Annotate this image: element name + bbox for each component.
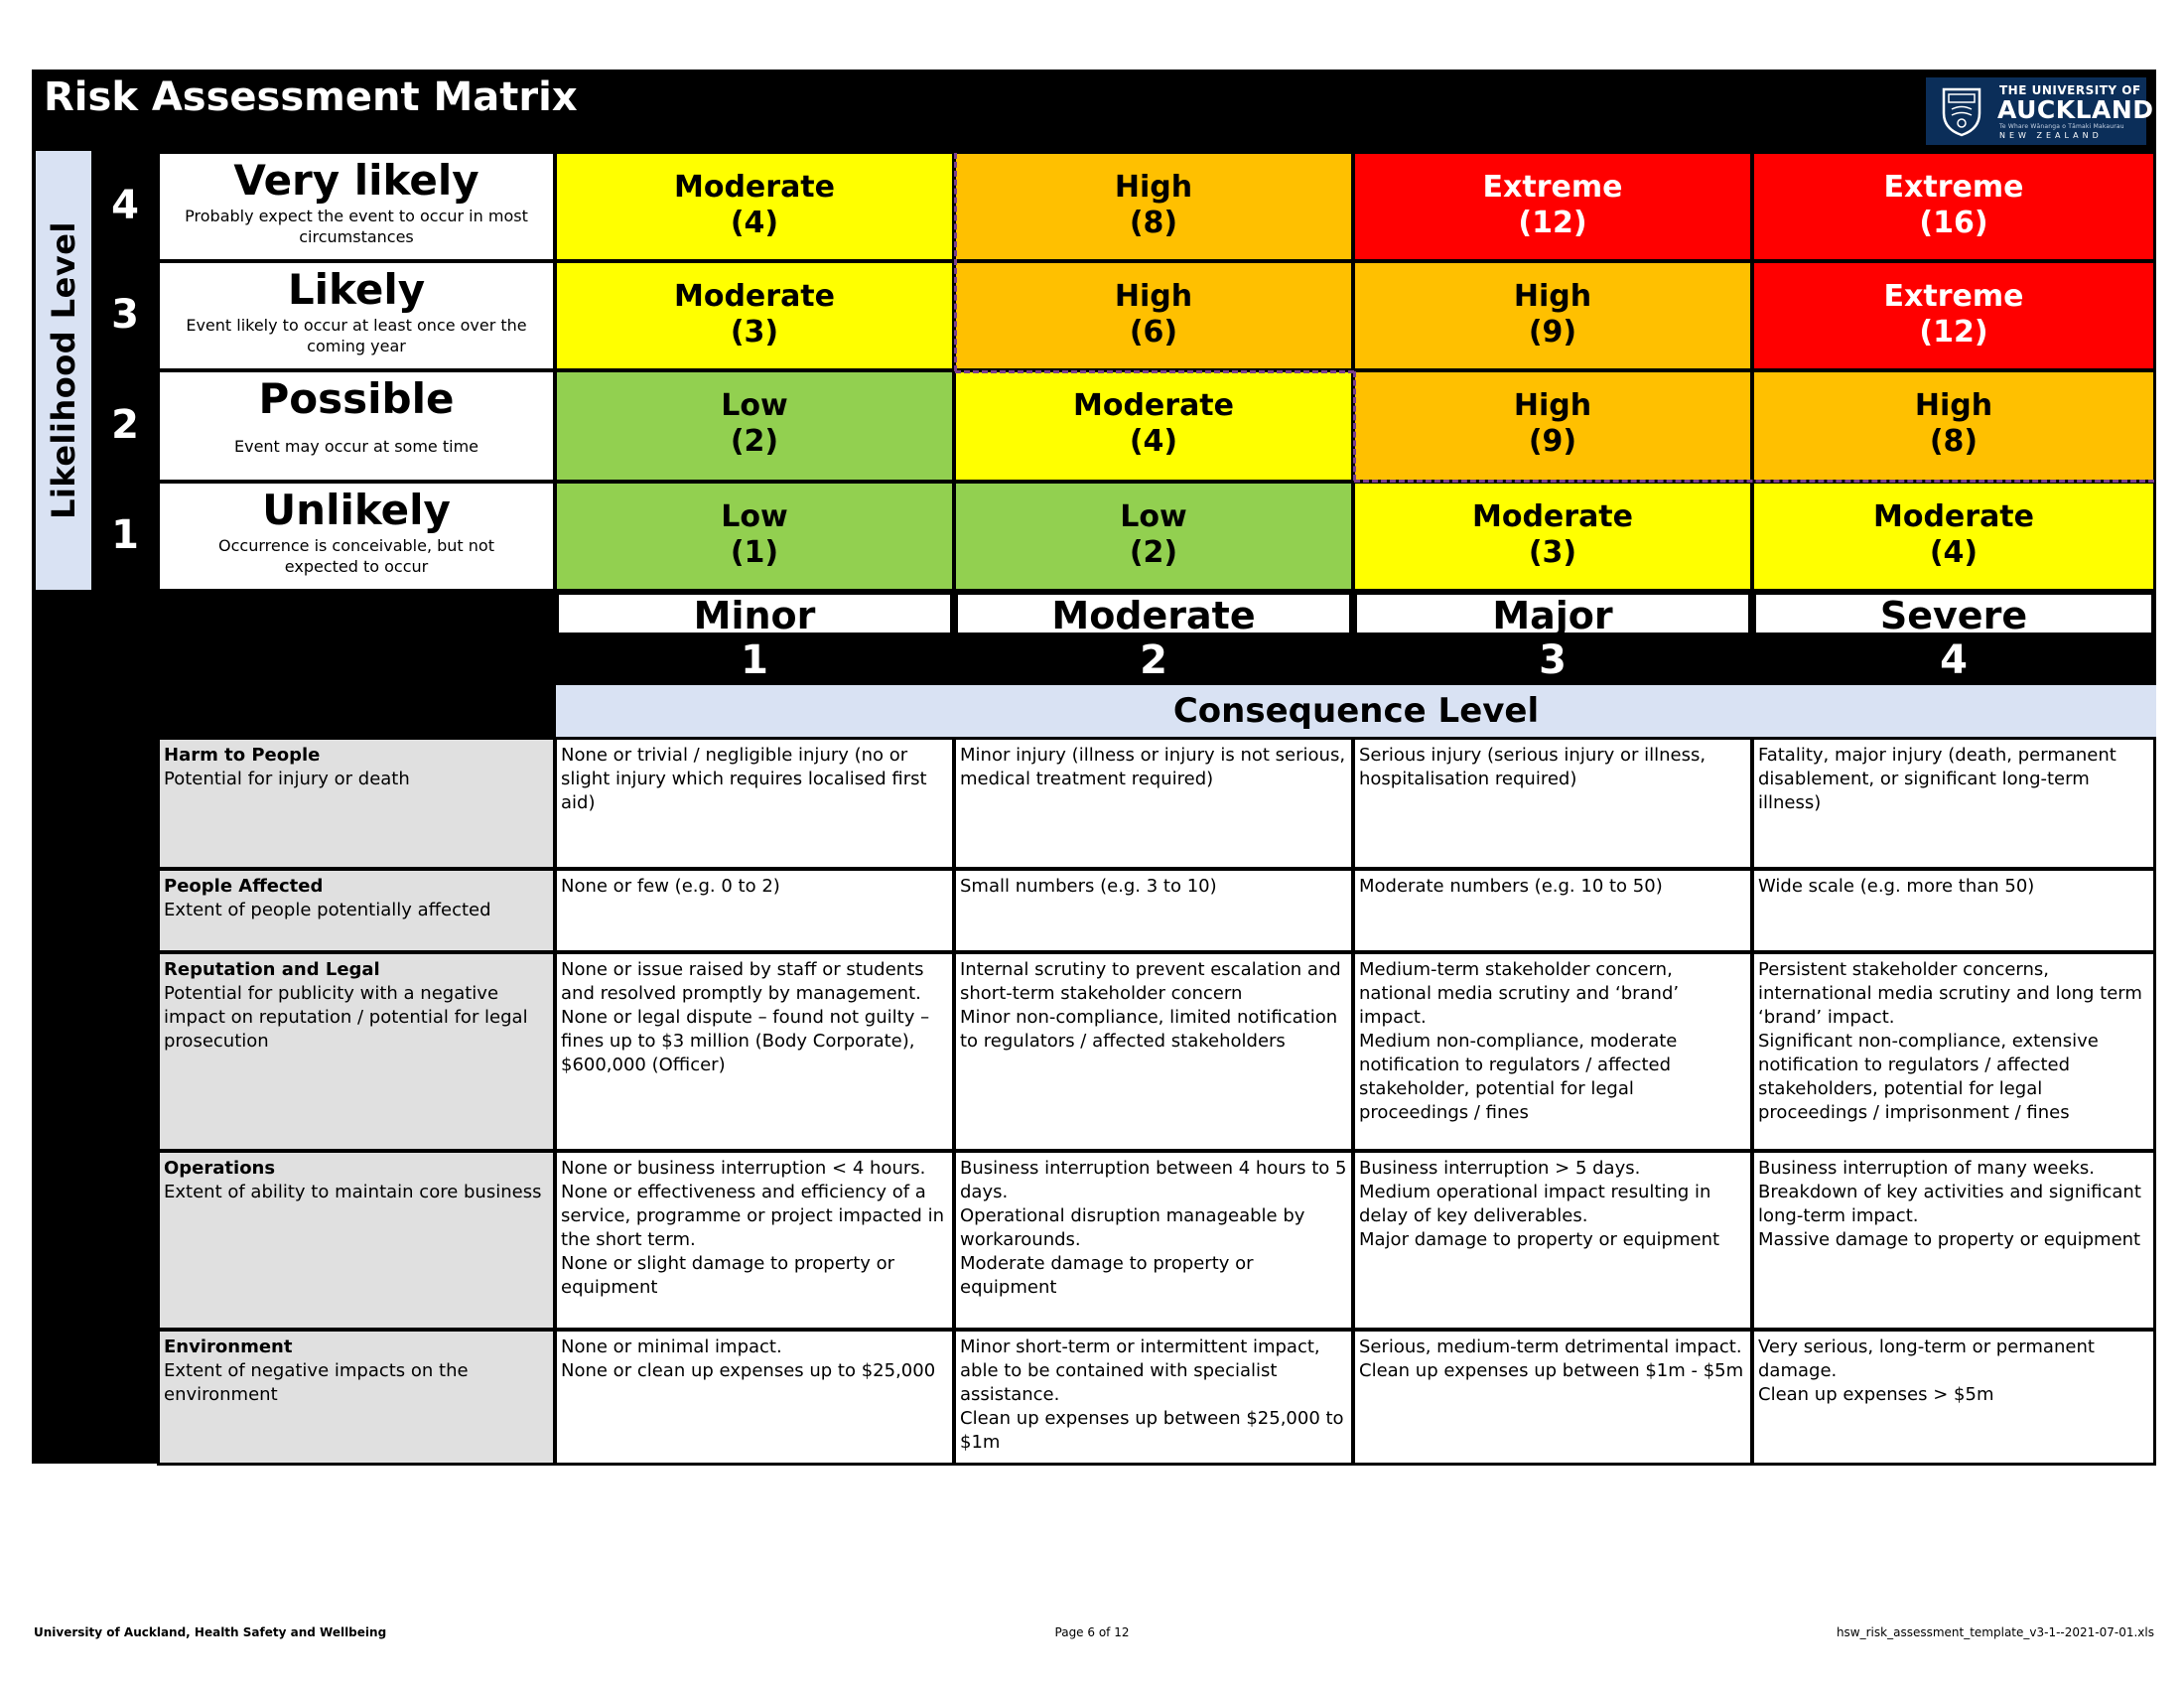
likelihood-row-possible xyxy=(157,369,556,483)
risk-cell: Moderate (4) xyxy=(1751,481,2156,592)
description-cell: Medium-term stakeholder concern, national media scrutiny and ‘brand’ impact. Medium non-compliance, moderate notification to regulators / affected stakeholder, potential for legal proceedings / fines xyxy=(1352,951,1753,1152)
risk-cell: Low (2) xyxy=(953,481,1354,592)
risk-boundary-line xyxy=(954,153,957,371)
description-cell: None or trivial / negligible injury (no or slight injury which requires localised first aid) xyxy=(554,737,955,870)
row-header-reputation-and-legal: Reputation and Legal Potential for publicity with a negative impact on reputation / potential for legal prosecution xyxy=(157,951,556,1152)
risk-cell: Low (2) xyxy=(554,369,955,483)
logo-line-3: Te Whare Wānanga o Tāmaki Makaurau xyxy=(1999,123,2124,130)
description-cell: None or minimal impact. None or clean up expenses up to $25,000 xyxy=(554,1329,955,1466)
consequence-number-4: 4 xyxy=(1940,637,1968,683)
description-cell: Very serious, long-term or permanent damage. Clean up expenses > $5m xyxy=(1751,1329,2156,1466)
likelihood-description: Occurrence is conceivable, but not expected to occur xyxy=(218,536,494,576)
likelihood-number-3: 3 xyxy=(111,292,139,338)
risk-cell: Moderate (3) xyxy=(1352,481,1753,592)
description-cell: Wide scale (e.g. more than 50) xyxy=(1751,868,2156,953)
consequence-number-1: 1 xyxy=(741,637,768,683)
description-cell: Business interruption > 5 days. Medium operational impact resulting in delay of key deliverables. Major damage to property or equipment xyxy=(1352,1150,1753,1331)
consequence-number-3: 3 xyxy=(1539,637,1567,683)
risk-cell: Extreme (16) xyxy=(1751,151,2156,262)
logo-line-4: NEW ZEALAND xyxy=(1999,131,2103,140)
consequence-label-major: Major xyxy=(1354,592,1751,635)
likelihood-row-likely xyxy=(157,260,556,371)
risk-cell: High (9) xyxy=(1352,260,1753,371)
consequence-axis-label: Consequence Level xyxy=(556,685,2156,737)
description-cell: Small numbers (e.g. 3 to 10) xyxy=(953,868,1354,953)
description-cell: Serious, medium-term detrimental impact. Clean up expenses up between $1m - $5m xyxy=(1352,1329,1753,1466)
description-cell: Minor injury (illness or injury is not serious, medical treatment required) xyxy=(953,737,1354,870)
risk-cell: High (8) xyxy=(1751,369,2156,483)
description-cell: None or issue raised by staff or students and resolved promptly by management. None or legal dispute – found not guilty – fines up to $3 million (Body Corporate), $600,000 (Officer) xyxy=(554,951,955,1152)
likelihood-number-2: 2 xyxy=(111,402,139,448)
description-cell: Minor short-term or intermittent impact, able to be contained with specialist assistance. Clean up expenses up between $25,000 to $1m xyxy=(953,1329,1354,1466)
likelihood-row-unlikely xyxy=(157,481,556,592)
logo-line-2: AUCKLAND xyxy=(1997,95,2154,124)
risk-cell: Moderate (3) xyxy=(554,260,955,371)
description-cell: Internal scrutiny to prevent escalation and short-term stakeholder concern Minor non-compliance, limited notification to regulators / affected stakeholders xyxy=(953,951,1354,1152)
likelihood-axis-label: Likelihood Level xyxy=(45,221,82,519)
row-header-environment: Environment Extent of negative impacts on the environment xyxy=(157,1329,556,1466)
risk-cell: Low (1) xyxy=(554,481,955,592)
likelihood-title: Very likely xyxy=(233,156,479,205)
likelihood-title: Unlikely xyxy=(262,486,451,534)
risk-boundary-line xyxy=(955,370,1354,373)
consequence-label-minor: Minor xyxy=(556,592,953,635)
risk-cell: Moderate (4) xyxy=(554,151,955,262)
likelihood-number-4: 4 xyxy=(111,183,139,228)
risk-cell: High (8) xyxy=(953,151,1354,262)
row-header-harm-to-people: Harm to People Potential for injury or death xyxy=(157,737,556,870)
row-header-operations: Operations Extent of ability to maintain core business xyxy=(157,1150,556,1331)
risk-cell: High (6) xyxy=(953,260,1354,371)
risk-boundary-line xyxy=(1353,371,1356,481)
description-cell: Serious injury (serious injury or illness, hospitalisation required) xyxy=(1352,737,1753,870)
risk-cell: High (9) xyxy=(1352,369,1753,483)
description-cell: Business interruption of many weeks. Breakdown of key activities and significant long-term impact. Massive damage to property or equipment xyxy=(1751,1150,2156,1331)
footer-page-number: Page 6 of 12 xyxy=(1054,1625,1130,1639)
likelihood-description: Event likely to occur at least once over the coming year xyxy=(186,316,527,355)
description-cell: Business interruption between 4 hours to 5 days. Operational disruption manageable by workarounds. Moderate damage to property or equipment xyxy=(953,1150,1354,1331)
likelihood-description: Event may occur at some time xyxy=(233,437,478,456)
risk-cell: Extreme (12) xyxy=(1751,260,2156,371)
university-logo xyxy=(1926,77,2154,145)
description-cell: Fatality, major injury (death, permanent disablement, or significant long-term illness) xyxy=(1751,737,2156,870)
likelihood-title: Likely xyxy=(287,265,426,314)
description-cell: Persistent stakeholder concerns, international media scrutiny and long term ‘brand’ impact. Significant non-compliance, extensive notification to regulators / affected stakeholders, potential for legal proceedings / imprisonment / fines xyxy=(1751,951,2156,1152)
consequence-number-2: 2 xyxy=(1140,637,1167,683)
consequence-label-moderate: Moderate xyxy=(955,592,1352,635)
likelihood-number-1: 1 xyxy=(111,512,139,558)
consequence-label-severe: Severe xyxy=(1753,592,2154,635)
description-cell: None or few (e.g. 0 to 2) xyxy=(554,868,955,953)
footer-organisation: University of Auckland, Health Safety and Wellbeing xyxy=(34,1625,387,1639)
row-header-people-affected: People Affected Extent of people potentially affected xyxy=(157,868,556,953)
risk-cell: Moderate (4) xyxy=(953,369,1354,483)
logo-line-1: THE UNIVERSITY OF xyxy=(1999,83,2141,97)
crest-icon xyxy=(1940,85,1983,137)
description-cell: Moderate numbers (e.g. 10 to 50) xyxy=(1352,868,1753,953)
footer-filename: hsw_risk_assessment_template_v3-1--2021-07-01.xls xyxy=(1836,1625,2154,1639)
axis-corner-band xyxy=(32,683,556,739)
likelihood-row-very-likely xyxy=(157,151,556,262)
risk-cell: Extreme (12) xyxy=(1352,151,1753,262)
likelihood-description: Probably expect the event to occur in most circumstances xyxy=(185,207,528,246)
description-cell: None or business interruption < 4 hours. None or effectiveness and efficiency of a service, programme or project impacted in the short term. None or slight damage to property or equipment xyxy=(554,1150,955,1331)
likelihood-title: Possible xyxy=(258,374,455,423)
page-title: Risk Assessment Matrix xyxy=(44,74,578,120)
risk-boundary-line xyxy=(1354,480,2154,483)
